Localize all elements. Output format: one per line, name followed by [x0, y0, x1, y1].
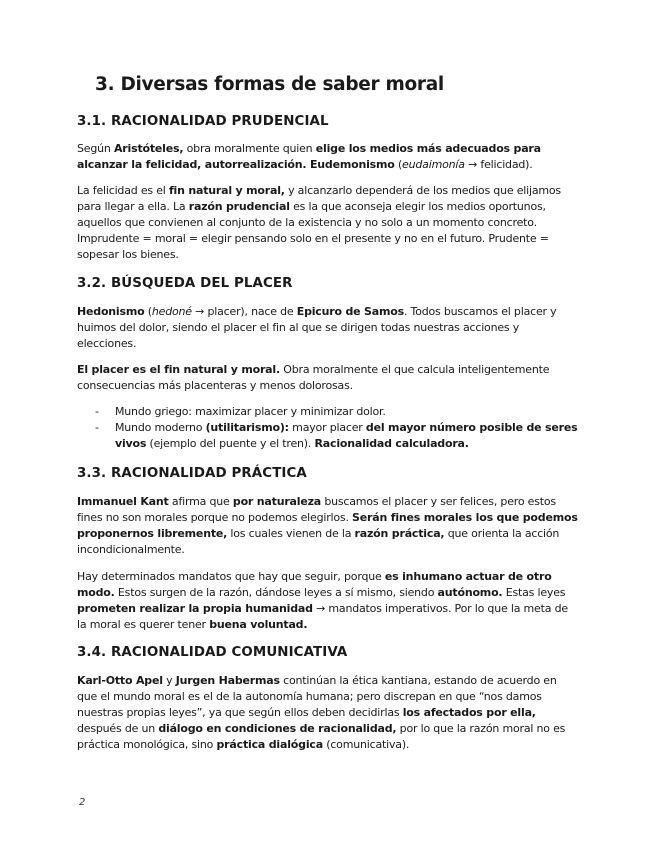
- bullet-marker: -: [95, 405, 99, 418]
- section-heading-3-2: 3.2. BÚSQUEDA DEL PLACER: [77, 276, 293, 291]
- paragraph-3-1-a: Según Aristóteles, obra moralmente quien elige los medios más adecuados para alcanzar la felicidad, autorrealización. Eudemonismo (eudaimonía → felicidad).: [77, 142, 541, 171]
- list-item: - Mundo moderno (utilitarismo): mayor placer del mayor número posible de seres vivos (ejemplo del puente y el tren). Racionalidad calculadora.: [95, 421, 578, 450]
- list-item: - Mundo griego: maximizar placer y minimizar dolor.: [95, 405, 386, 418]
- section-heading-3-1: 3.1. RACIONALIDAD PRUDENCIAL: [77, 114, 329, 129]
- paragraph-3-4-a: Karl-Otto Apel y Jurgen Habermas continúan la ética kantiana, estando de acuerdo en que el mundo moral es el de la autonomía humana; pero discrepan en que “nos damos nuestras propias leyes”, ya que según ellos deben decidirlas los afectados por ella, después de un diálogo en condiciones de racionalidad, por lo que la razón moral no es práctica monológica, sino práctica dialógica (comunicativa).: [77, 674, 566, 751]
- section-heading-3-4: 3.4. RACIONALIDAD COMUNICATIVA: [77, 645, 348, 660]
- page-number: 2: [79, 797, 86, 808]
- paragraph-3-1-b: La felicidad es el fin natural y moral, y alcanzarlo dependerá de los medios que elijamos para llegar a ella. La razón prudencial es la que aconseja elegir los medios oportunos, aquellos que convienen al conjunto de la existencia y no solo a un momento concreto. Imprudente = moral = elegir pensando solo en el presente y no en el futuro. Prudente = sopesar los bienes.: [77, 184, 561, 261]
- paragraph-3-3-b: Hay determinados mandatos que hay que seguir, porque es inhumano actuar de otro modo. Estos surgen de la razón, dándose leyes a sí mismo, siendo autónomo. Estas leyes prometen realizar la propia humanidad → mandatos imperativos. Por lo que la meta de la moral es querer tener buena voluntad.: [77, 570, 568, 631]
- page-title: 3. Diversas formas de saber moral: [95, 74, 444, 95]
- bullet-list: [77, 404, 579, 452]
- bullet-marker: -: [95, 421, 99, 434]
- paragraph-3-3-a: Immanuel Kant afirma que por naturaleza buscamos el placer y ser felices, pero estos fines no son morales porque no podemos elegirlos. Serán fines morales los que podemos proponernos libremente, los cuales vienen de la razón práctica, que orienta la acción incondicionalmente.: [77, 495, 578, 556]
- paragraph-3-2-b: El placer es el fin natural y moral. Obra moralmente el que calcula inteligentemente consecuencias más placenteras y menos dolorosas.: [77, 363, 550, 392]
- paragraph-3-2-a: Hedonismo (hedoné → placer), nace de Epicuro de Samos. Todos buscamos el placer y huimos del dolor, siendo el placer el fin al que se dirigen todas nuestras acciones y elecciones.: [77, 305, 557, 350]
- section-heading-3-3: 3.3. RACIONALIDAD PRÁCTICA: [77, 466, 307, 481]
